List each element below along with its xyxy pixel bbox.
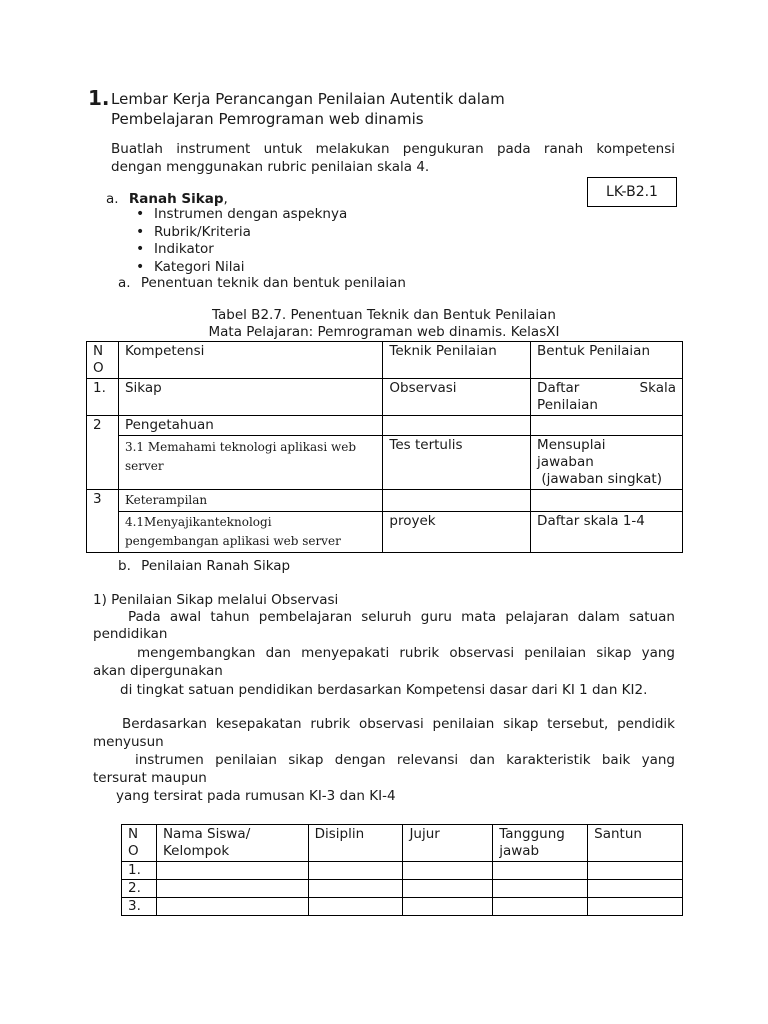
observasi-p1-line-3: mengembangkan dan menyepakati rubrik observasi penilaian sikap yang: [137, 645, 675, 661]
observasi-title: 1) Penilaian Sikap melalui Observasi: [93, 592, 339, 608]
cell-kompetensi: 3.1 Memahami teknologi aplikasi web server: [118, 436, 382, 490]
table-row: [87, 436, 683, 490]
ranah-sikap-suffix: ,: [223, 191, 228, 207]
list-item: • Indikator: [134, 241, 347, 259]
page-title: [111, 89, 505, 129]
header-no: N O: [122, 825, 157, 862]
cell-kompetensi: Sikap: [118, 379, 382, 416]
header-jujur: Jujur: [403, 825, 493, 862]
cell-kompetensi: Pengetahuan: [118, 416, 382, 436]
cell-teknik: proyek: [383, 512, 531, 553]
teknik-section-text: Penentuan teknik dan bentuk penilaian: [140, 275, 406, 291]
table-row: [87, 342, 683, 379]
penilaian-sikap-text: Penilaian Ranah Sikap: [141, 558, 291, 574]
table1-caption-2: Mata Pelajaran: Pemrograman web dinamis. KelasXI: [208, 324, 560, 340]
observasi-p2-line-4: tersurat maupun: [93, 770, 207, 786]
penilaian-sikap-heading: [118, 558, 290, 575]
observasi-p1-line-4: akan dipergunakan: [93, 663, 223, 679]
table-row: [122, 898, 683, 916]
table-row: [87, 512, 683, 553]
observasi-p1-line-2: pendidikan: [93, 626, 168, 642]
ranah-sikap-title: Ranah Sikap: [128, 191, 224, 207]
list-item: • Kategori Nilai: [134, 259, 347, 277]
table1-caption-1: Tabel B2.7. Penentuan Teknik dan Bentuk Penilaian: [211, 307, 556, 323]
table-row: [87, 416, 683, 436]
header-no: N O: [87, 342, 119, 379]
cell-no: 1.: [122, 862, 157, 880]
list-item: • Instrumen dengan aspeknya: [134, 206, 347, 224]
cell-no: 2.: [122, 880, 157, 898]
header-tanggung-jawab: Tanggung jawab: [493, 825, 588, 862]
header-disiplin: Disiplin: [308, 825, 403, 862]
header-teknik: Teknik Penilaian: [383, 342, 531, 379]
observasi-p2-line-1: Berdasarkan kesepakatan rubrik observasi penilaian sikap tersebut, pendidik: [122, 716, 675, 732]
header-santun: Santun: [588, 825, 683, 862]
observasi-sikap-table: [121, 824, 683, 916]
intro-line-2: dengan menggunakan rubric penilaian skala 4.: [111, 159, 430, 175]
teknik-section-marker: a.: [118, 275, 131, 291]
cell-bentuk: Mensuplai jawaban (jawaban singkat): [531, 436, 683, 490]
title-line-2: Pembelajaran Pemrograman web dinamis: [111, 110, 424, 128]
table-row: [122, 825, 683, 862]
heading-number: 1.: [88, 86, 110, 110]
cell-no: 3.: [122, 898, 157, 916]
teknik-section-heading: [118, 275, 406, 292]
header-bentuk: Bentuk Penilaian: [531, 342, 683, 379]
table-row: [87, 379, 683, 416]
observasi-p1-line-5: di tingkat satuan pendidikan berdasarkan Kompetensi dasar dari KI 1 dan KI2.: [120, 682, 648, 698]
cell-no: 2: [87, 416, 119, 490]
penilaian-sikap-marker: b.: [118, 558, 131, 574]
observasi-p1-line-1: Pada awal tahun pembelajaran seluruh guru mata pelajaran dalam satuan: [128, 609, 675, 625]
cell-no: 3: [87, 490, 119, 553]
cell-bentuk: Daftar Skala Penilaian: [531, 379, 683, 416]
cell-kompetensi: Keterampilan: [118, 490, 382, 512]
observasi-p2-line-2: menyusun: [93, 734, 164, 750]
cell-teknik: Observasi: [383, 379, 531, 416]
ranah-sikap-list: [134, 206, 347, 276]
table-row: [122, 862, 683, 880]
title-line-1: Lembar Kerja Perancangan Penilaian Autentik dalam: [111, 90, 505, 108]
ranah-sikap-marker: a.: [106, 191, 119, 207]
list-item: • Rubrik/Kriteria: [134, 224, 347, 242]
cell-no: 1.: [87, 379, 119, 416]
observasi-p2-line-5: yang tersirat pada rumusan KI-3 dan KI-4: [116, 788, 396, 804]
intro-line-1: Buatlah instrument untuk melakukan pengukuran pada ranah kompetensi: [111, 141, 675, 157]
cell-kompetensi: 4.1Menyajikanteknologi pengembangan aplikasi web server: [118, 512, 382, 553]
header-nama: Nama Siswa/ Kelompok: [156, 825, 308, 862]
cell-teknik: Tes tertulis: [383, 436, 531, 490]
lk-label-box: LK-B2.1: [587, 177, 677, 207]
observasi-p2-line-3: instrumen penilaian sikap dengan relevansi dan karakteristik baik yang: [135, 752, 675, 768]
header-kompetensi: Kompetensi: [118, 342, 382, 379]
table-row: [122, 880, 683, 898]
teknik-penilaian-table: [86, 341, 683, 553]
cell-bentuk: Daftar skala 1-4: [531, 512, 683, 553]
table-row: [87, 490, 683, 512]
